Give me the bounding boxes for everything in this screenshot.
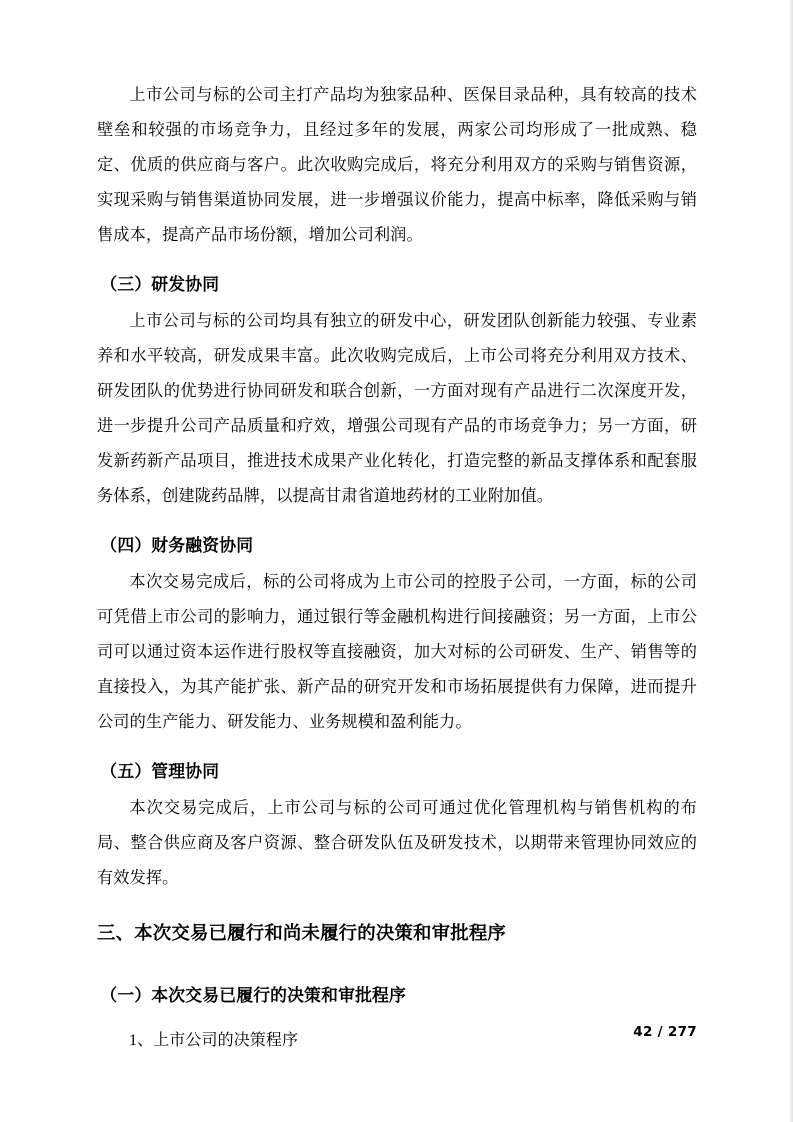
paragraph-financing-synergy: 本次交易完成后，标的公司将成为上市公司的控股子公司，一方面，标的公司可凭借上市公司的影响力，通过银行等金融机构进行间接融资；另一方面，上市公司可以通过资本运作进行股权等直接融资，加大对标的公司研发、生产、销售等的直接投入，为其产能扩张、新产品的研究开发和市场拓展提供有力保障，进而提升公司的生产能力、研发能力、业务规模和盈利能力。 xyxy=(97,573,697,731)
heading-section-three: 三、本次交易已履行和尚未履行的决策和审批程序 xyxy=(97,923,506,944)
heading-rd-synergy: （三）研发协同 xyxy=(100,274,220,294)
paragraph-rd-synergy: 上市公司与标的公司均具有独立的研发中心，研发团队创新能力较强、专业素养和水平较高，研发成果丰富。此次收购完成后，上市公司将充分利用双方技术、研发团队的优势进行协同研发和联合创新，一方面对现有产品进行二次深度开发，进一步提升公司产品质量和疗效，增强公司现有产品的市场竞争力；另一方面，研发新药新产品项目，推进技术成果产业化转化，打造完整的新品支撑体系和配套服务体系，创建陇药品牌，以提高甘肃省道地药材的工业附加值。 xyxy=(97,312,697,505)
heading-completed-approvals: （一）本次交易已履行的决策和审批程序 xyxy=(100,985,407,1005)
page-content xyxy=(97,78,697,1058)
page-number-footer: 42 / 277 xyxy=(633,1024,697,1040)
heading-management-synergy: （五）管理协同 xyxy=(100,761,220,781)
heading-financing-synergy: （四）财务融资协同 xyxy=(100,535,254,555)
paragraph-management-synergy: 本次交易完成后，上市公司与标的公司可通过优化管理机构与销售机构的布局、整合供应商及客户资源、整合研发队伍及研发技术，以期带来管理协同效应的有效发挥。 xyxy=(97,799,697,887)
spacer xyxy=(97,1015,697,1023)
spacer xyxy=(97,956,697,964)
paragraph-purchase-sales-synergy: 上市公司与标的公司主打产品均为独家品种、医保目录品种，具有较高的技术壁垒和较强的市场竞争力，且经过多年的发展，两家公司均形成了一批成熟、稳定、优质的供应商与客户。此次收购完成后，将充分利用双方的采购与销售资源，实现采购与销售渠道协同发展，进一步增强议价能力，提高中标率，降低采购与销售成本，提高产品市场份额，增加公司利润。 xyxy=(97,86,697,244)
list-item-listed-company-procedure: 1、上市公司的决策程序 xyxy=(129,1032,299,1049)
